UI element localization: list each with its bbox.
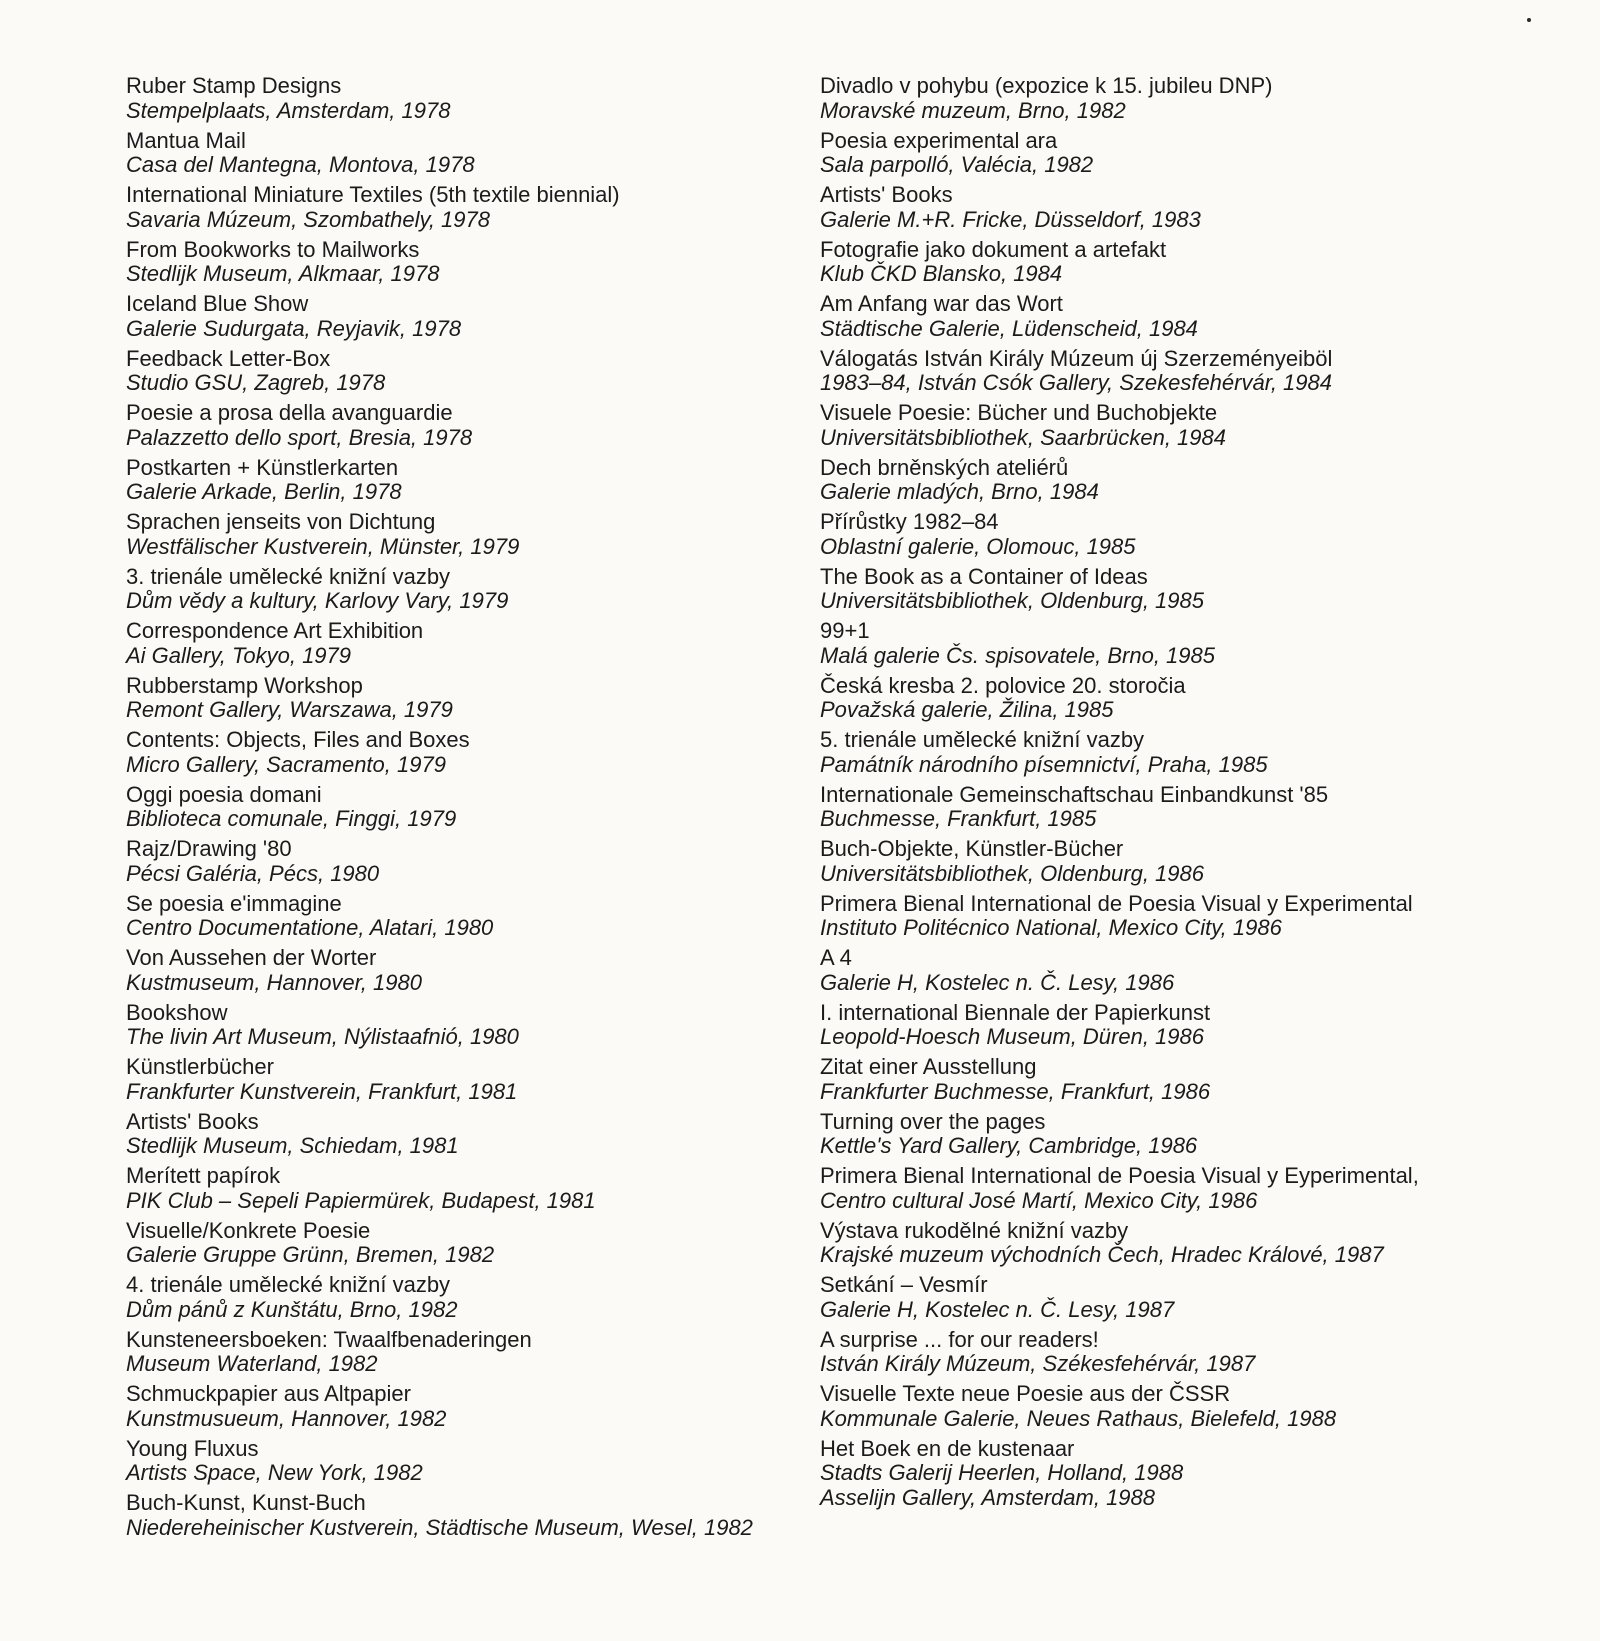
exhibition-entry [126,1273,786,1322]
exhibition-entry [126,238,786,287]
exhibition-entry [820,74,1580,123]
exhibition-title: Bookshow [126,999,228,1025]
exhibition-entry [126,129,786,178]
exhibition-entry [126,401,786,450]
exhibition-entry [820,728,1580,777]
exhibition-venue: Kunstmusueum, Hannover, 1982 [126,1405,447,1431]
exhibition-entry [126,183,786,232]
exhibition-venue: Galerie H, Kostelec n. Č. Lesy, 1987 [820,1296,1175,1322]
exhibition-entry [126,946,786,995]
exhibition-venue: The livin Art Museum, Nýlistaafnió, 1980 [126,1024,519,1049]
exhibition-title: 4. trienále umělecké knižní vazby [126,1272,451,1297]
exhibition-venue-extra: Asselijn Gallery, Amsterdam, 1988 [820,1484,1156,1510]
page-mark [1527,18,1531,22]
exhibition-title: Divadlo v pohybu (expozice k 15. jubileu DNP) [820,73,1273,98]
exhibition-venue: Oblastní galerie, Olomouc, 1985 [820,533,1136,559]
exhibition-title: Oggi poesia domani [126,781,322,807]
exhibition-venue: Stedlijk Museum, Schiedam, 1981 [126,1133,459,1158]
exhibition-venue: Galerie H, Kostelec n. Č. Lesy, 1986 [820,969,1175,995]
exhibition-entry [126,347,786,396]
exhibition-venue: Micro Gallery, Sacramento, 1979 [126,751,446,777]
exhibition-venue: Westfälischer Kustverein, Münster, 1979 [126,533,520,559]
exhibition-venue: Galerie Sudurgata, Reyjavik, 1978 [126,315,462,341]
exhibition-title: Am Anfang war das Wort [820,291,1063,316]
exhibition-entry [820,183,1580,232]
exhibition-entry [126,1382,786,1431]
exhibition-entry [126,74,786,123]
exhibition-title: Artists' Books [126,1108,259,1134]
exhibition-title: Přírůstky 1982–84 [820,509,999,534]
right-exhibition-column [820,74,1580,1510]
exhibition-title: I. international Biennale der Papierkunst [820,999,1211,1025]
exhibition-venue: Dům pánů z Kunštátu, Brno, 1982 [126,1296,458,1322]
exhibition-title: Ruber Stamp Designs [126,73,342,98]
left-exhibition-column [126,74,786,1546]
exhibition-venue: Savaria Múzeum, Szombathely, 1978 [126,206,490,232]
exhibition-entry [820,565,1580,614]
exhibition-venue: Centro Documentatione, Alatari, 1980 [126,915,494,940]
exhibition-title: Het Boek en de kustenaar [820,1435,1075,1461]
exhibition-venue: Památník národního písemnictví, Praha, 1985 [820,751,1268,777]
exhibition-venue: Universitätsbibliothek, Oldenburg, 1985 [820,588,1205,613]
exhibition-entry [820,1110,1580,1159]
exhibition-entry [820,238,1580,287]
exhibition-title: Buch-Kunst, Kunst-Buch [126,1490,366,1515]
exhibition-title: Rubberstamp Workshop [126,672,363,698]
exhibition-venue: Považská galerie, Žilina, 1985 [820,697,1114,722]
exhibition-venue: Galerie Arkade, Berlin, 1978 [126,479,402,504]
exhibition-title: Rajz/Drawing '80 [126,836,292,861]
exhibition-venue: Klub ČKD Blansko, 1984 [820,261,1063,286]
exhibition-title: Válogatás István Király Múzeum új Szerzeményeiböl [820,345,1333,371]
exhibition-entry [820,456,1580,505]
exhibition-title: Visuelle/Konkrete Poesie [126,1217,371,1243]
exhibition-venue: Stadts Galerij Heerlen, Holland, 1988 [820,1460,1184,1485]
exhibition-venue: Biblioteca comunale, Finggi, 1979 [126,806,457,831]
exhibition-entry [126,456,786,505]
exhibition-venue: Galerie M.+R. Fricke, Düsseldorf, 1983 [820,206,1201,232]
exhibition-venue: 1983–84, István Csók Gallery, Szekesfehérvár, 1984 [820,370,1332,395]
exhibition-entry [126,728,786,777]
exhibition-venue: Stedlijk Museum, Alkmaar, 1978 [126,261,440,286]
exhibition-entry [820,510,1580,559]
exhibition-title: Artists' Books [820,182,953,207]
exhibition-venue: Remont Gallery, Warszawa, 1979 [126,697,453,722]
exhibition-venue: Kommunale Galerie, Neues Rathaus, Bielefeld, 1988 [820,1405,1337,1431]
exhibition-title: Künstlerbücher [126,1054,274,1079]
exhibition-entry [126,674,786,723]
exhibition-entry [820,619,1580,668]
exhibition-entry [820,1219,1580,1268]
exhibition-entry [126,837,786,886]
exhibition-title: Young Fluxus [126,1435,259,1461]
exhibition-venue: Instituto Politécnico National, Mexico City, 1986 [820,915,1282,940]
exhibition-title: Poesia experimental ara [820,127,1058,153]
exhibition-title: Kunsteneersboeken: Twaalfbenaderingen [126,1326,532,1352]
exhibition-title: Česká kresba 2. polovice 20. storočia [820,672,1186,698]
exhibition-entry [126,1055,786,1104]
exhibition-title: Fotografie jako dokument a artefakt [820,236,1167,262]
exhibition-venue: Malá galerie Čs. spisovatele, Brno, 1985 [820,642,1215,668]
exhibition-venue: Niedereheinischer Kustverein, Städtische Museum, Wesel, 1982 [126,1514,753,1540]
exhibition-entry [126,292,786,341]
exhibition-entry [126,1491,786,1540]
exhibition-entry [820,783,1580,832]
exhibition-title: Se poesia e'immagine [126,890,342,916]
exhibition-title: Výstava rukodělné knižní vazby [820,1217,1129,1243]
exhibition-entry [820,1273,1580,1322]
exhibition-title: The Book as a Container of Ideas [820,563,1148,589]
exhibition-title: Postkarten + Künstlerkarten [126,454,399,480]
exhibition-entry [820,347,1580,396]
exhibition-title: 5. trienále umělecké knižní vazby [820,727,1145,752]
exhibition-venue: Studio GSU, Zagreb, 1978 [126,370,386,395]
exhibition-entry [820,837,1580,886]
exhibition-venue: PIK Club – Sepeli Papiermürek, Budapest, 1981 [126,1187,596,1213]
exhibition-entry [820,1055,1580,1104]
exhibition-title: A 4 [820,945,852,970]
exhibition-title: Internationale Gemeinschaftschau Einbandkunst '85 [820,781,1329,807]
exhibition-entry [820,946,1580,995]
exhibition-title: Correspondence Art Exhibition [126,618,424,643]
exhibition-title: Dech brněnských ateliérů [820,454,1069,480]
exhibition-title: A surprise ... for our readers! [820,1326,1099,1352]
exhibition-venue: Ai Gallery, Tokyo, 1979 [126,642,352,668]
exhibition-venue: István Király Múzeum, Székesfehérvár, 1987 [820,1351,1256,1376]
exhibition-title: Primera Bienal International de Poesia Visual y Eyperimental, [820,1163,1419,1188]
exhibition-entry [126,892,786,941]
exhibition-entry [126,1110,786,1159]
exhibition-title: Feedback Letter-Box [126,345,331,371]
exhibition-title: Sprachen jenseits von Dichtung [126,509,436,534]
exhibition-title: Mantua Mail [126,127,246,153]
exhibition-venue: Pécsi Galéria, Pécs, 1980 [126,860,380,886]
exhibition-entry [820,892,1580,941]
exhibition-entry [126,510,786,559]
exhibition-title: Buch-Objekte, Künstler-Bücher [820,836,1124,861]
exhibition-venue: Krajské muzeum východních Čech, Hradec Králové, 1987 [820,1242,1384,1267]
exhibition-venue: Frankfurter Buchmesse, Frankfurt, 1986 [820,1078,1211,1104]
exhibition-venue: Museum Waterland, 1982 [126,1351,378,1376]
exhibition-entry [820,1164,1580,1213]
exhibition-venue: Buchmesse, Frankfurt, 1985 [820,806,1097,831]
exhibition-venue: Kustmuseum, Hannover, 1980 [126,969,422,995]
exhibition-entry [126,619,786,668]
exhibition-title: International Miniature Textiles (5th textile biennial) [126,182,620,207]
exhibition-venue: Dům vědy a kultury, Karlovy Vary, 1979 [126,588,509,613]
exhibition-venue: Universitätsbibliothek, Saarbrücken, 1984 [820,424,1227,450]
exhibition-entry [126,1164,786,1213]
exhibition-entry [820,1001,1580,1050]
exhibition-title: Merített papírok [126,1163,281,1188]
exhibition-venue: Casa del Mantegna, Montova, 1978 [126,152,475,177]
exhibition-venue: Kettle's Yard Gallery, Cambridge, 1986 [820,1133,1198,1158]
exhibition-title: Primera Bienal International de Poesia Visual y Experimental [820,890,1413,916]
exhibition-title: Visuele Poesie: Bücher und Buchobjekte [820,400,1218,425]
exhibition-venue: Leopold-Hoesch Museum, Düren, 1986 [820,1024,1205,1049]
exhibition-title: Von Aussehen der Worter [126,945,377,970]
exhibition-venue: Stempelplaats, Amsterdam, 1978 [126,97,451,123]
exhibition-title: Setkání – Vesmír [820,1272,988,1297]
exhibition-venue: Frankfurter Kunstverein, Frankfurt, 1981 [126,1078,518,1104]
exhibition-venue: Galerie mladých, Brno, 1984 [820,479,1099,504]
exhibition-venue: Galerie Gruppe Grünn, Bremen, 1982 [126,1242,495,1267]
exhibition-title: Iceland Blue Show [126,291,309,316]
exhibition-title: Contents: Objects, Files and Boxes [126,727,470,752]
exhibition-title: 3. trienále umělecké knižní vazby [126,563,451,589]
exhibition-venue: Moravské muzeum, Brno, 1982 [820,97,1126,123]
exhibition-entry [820,674,1580,723]
exhibition-entry [820,1437,1580,1486]
exhibition-title: Visuelle Texte neue Poesie aus der ČSSR [820,1381,1231,1406]
exhibition-entry [820,129,1580,178]
exhibition-title: Poesie a prosa della avanguardie [126,400,453,425]
exhibition-venue: Städtische Galerie, Lüdenscheid, 1984 [820,315,1198,341]
exhibition-entry [126,1328,786,1377]
exhibition-entry [126,1219,786,1268]
exhibition-entry [820,1382,1580,1431]
exhibition-entry [126,783,786,832]
exhibition-entry [820,1328,1580,1377]
exhibition-title: Zitat einer Ausstellung [820,1054,1037,1079]
exhibition-entry [126,565,786,614]
exhibition-venue: Artists Space, New York, 1982 [126,1460,423,1485]
exhibition-venue: Universitätsbibliothek, Oldenburg, 1986 [820,860,1205,886]
exhibition-venue: Palazzetto dello sport, Bresia, 1978 [126,424,473,450]
exhibition-venue: Centro cultural José Martí, Mexico City, 1986 [820,1187,1258,1213]
exhibition-title: Schmuckpapier aus Altpapier [126,1381,411,1406]
exhibition-title: Turning over the pages [820,1108,1046,1134]
exhibition-entry [126,1001,786,1050]
exhibition-entry [820,401,1580,450]
exhibition-entry [126,1437,786,1486]
exhibition-title: 99+1 [820,618,870,643]
exhibition-title: From Bookworks to Mailworks [126,236,420,262]
exhibition-entry [820,292,1580,341]
exhibition-venue: Sala parpolló, Valécia, 1982 [820,152,1094,177]
